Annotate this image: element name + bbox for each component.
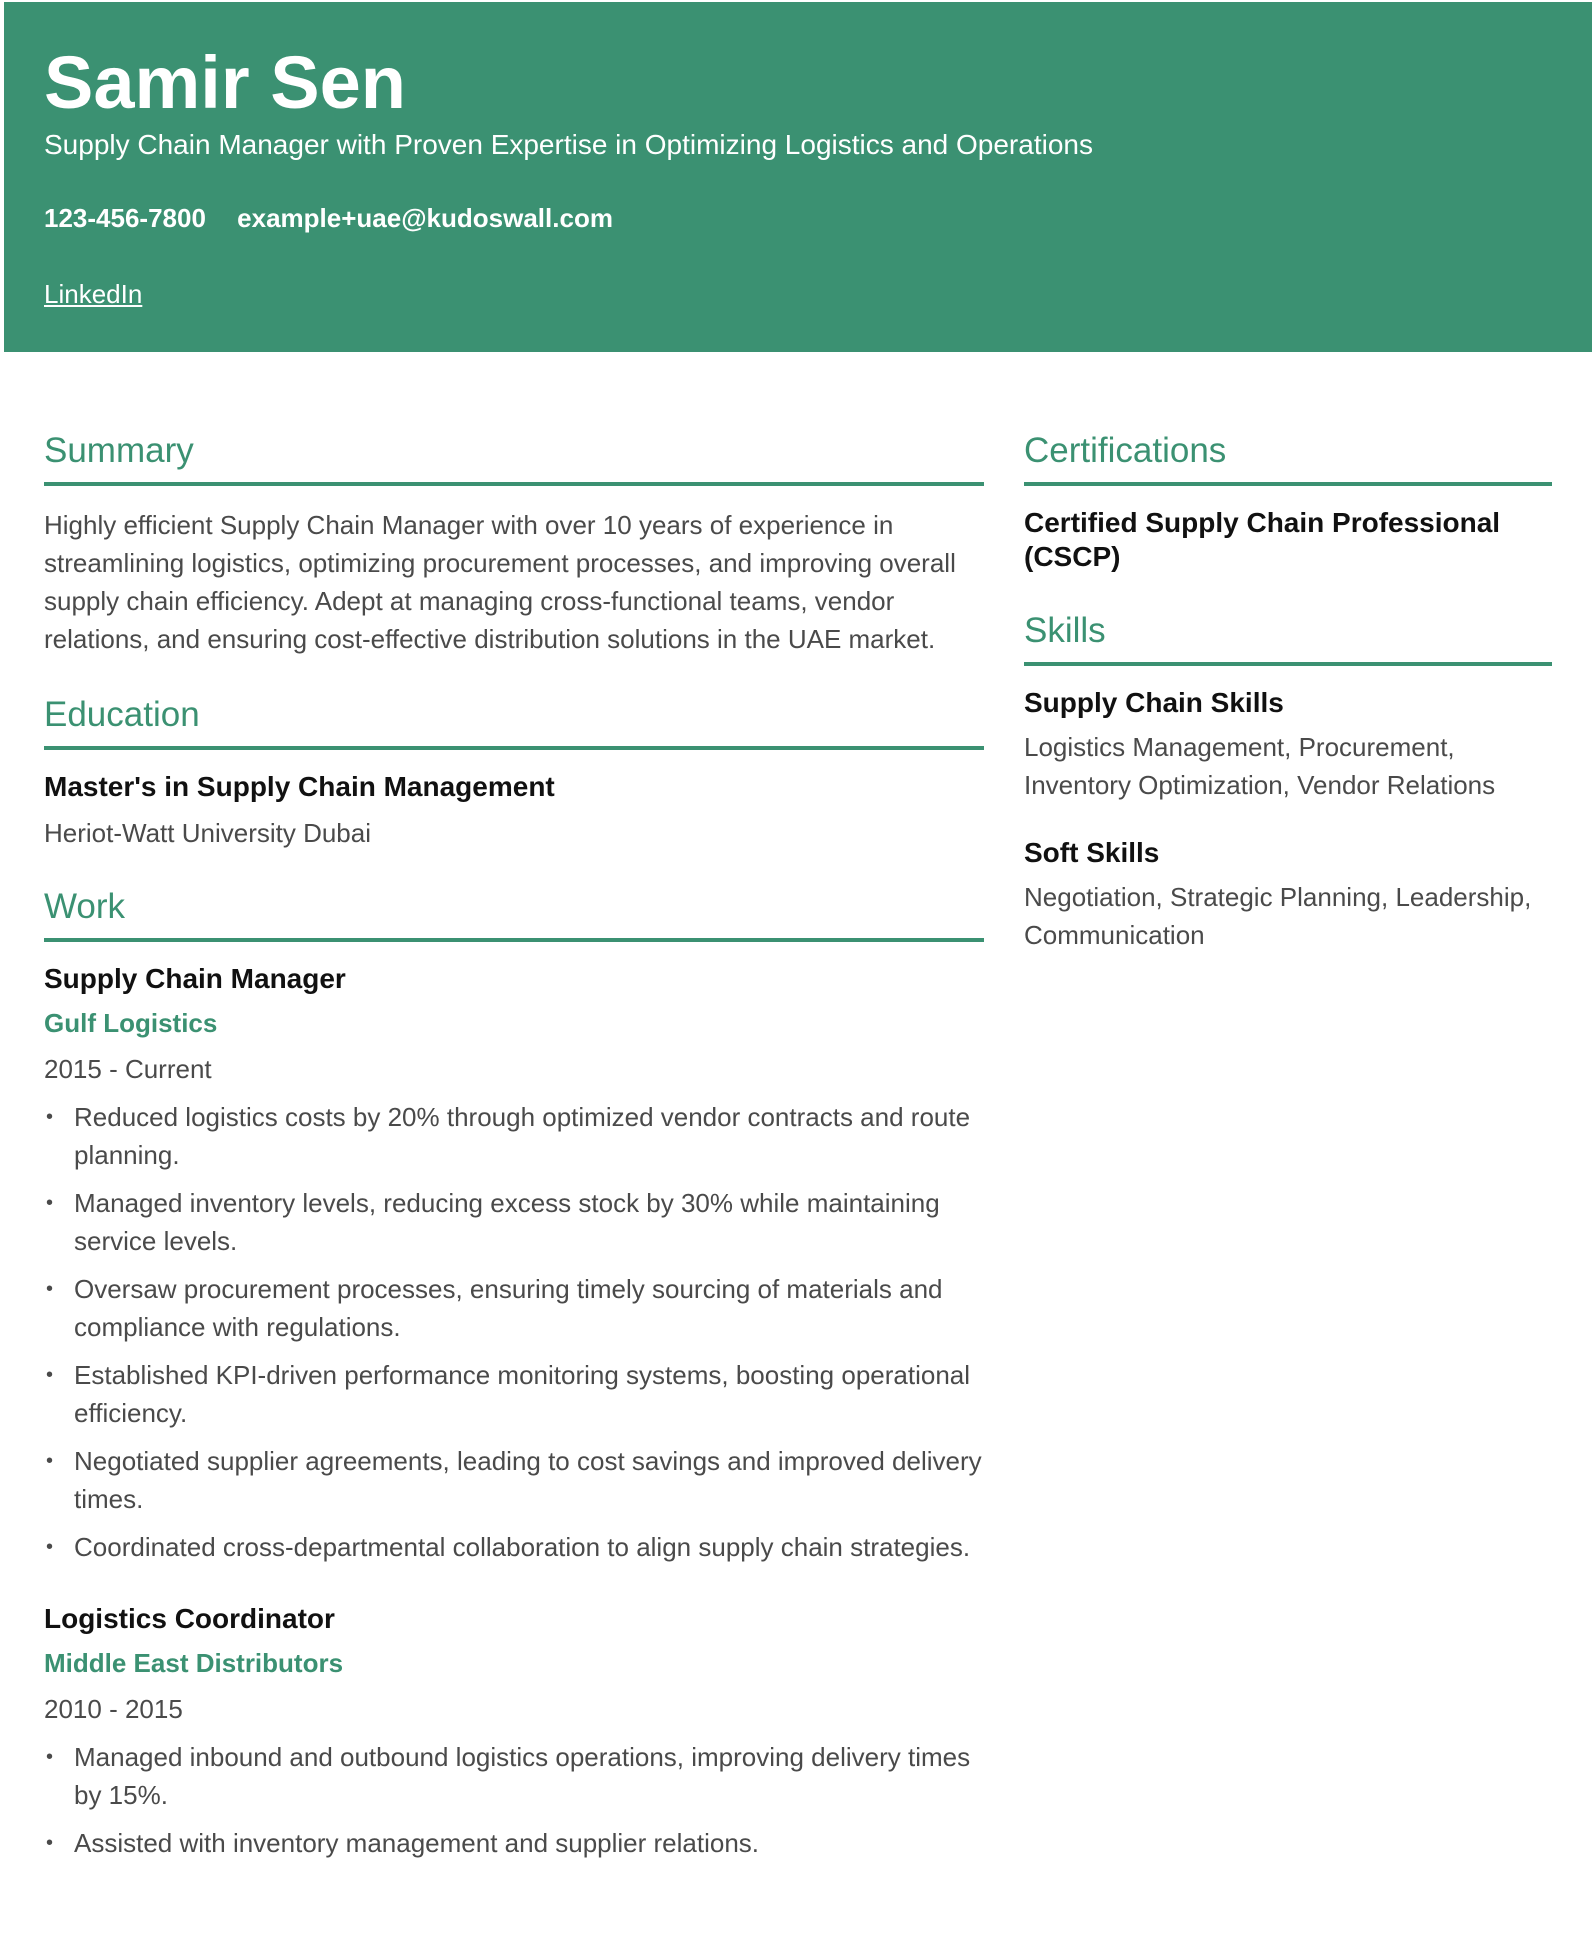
job-entry [44,1602,984,1862]
email-address[interactable]: example+uae@kudoswall.com [237,203,613,233]
linkedin-link[interactable]: LinkedIn [44,279,143,309]
bullet-text: Managed inventory levels, reducing excess stock by 30% while maintaining service levels. [74,1188,940,1256]
job-bullets [44,1098,984,1566]
bullet-item [44,1184,984,1260]
bullet-text: Established KPI-driven performance monitoring systems, boosting operational efficiency. [74,1360,971,1428]
bullet-dot-icon: • [46,1450,54,1472]
bullet-item [44,1270,984,1346]
bullet-dot-icon: • [46,1536,54,1558]
bullet-dot-icon: • [46,1364,54,1386]
job-company: Gulf Logistics [44,1008,218,1038]
bullet-dot-icon: • [46,1832,54,1854]
bullet-item [44,1098,984,1174]
skill-group-name: Supply Chain Skills [1024,687,1284,718]
certifications-heading: Certifications [1024,430,1552,486]
skill-group [1024,836,1552,954]
main-column [44,430,984,1898]
bullet-item [44,1738,984,1814]
skill-group-list: Negotiation, Strategic Planning, Leadership, Communication [1024,882,1532,950]
skill-group [1024,686,1552,804]
bullet-dot-icon: • [46,1746,54,1768]
bullet-text: Negotiated supplier agreements, leading to cost savings and improved delivery times. [74,1446,982,1514]
bullet-item [44,1356,984,1432]
bullet-text: Managed inbound and outbound logistics operations, improving delivery times by 15%. [74,1742,971,1810]
job-entry [44,962,984,1566]
job-dates: 2010 - 2015 [44,1694,183,1724]
skill-group-list: Logistics Management, Procurement, Inventory Optimization, Vendor Relations [1024,732,1496,800]
summary-section [44,430,984,658]
job-bullets [44,1738,984,1862]
side-column [1024,430,1552,990]
skills-section [1024,610,1552,954]
skills-heading: Skills [1024,610,1552,666]
summary-text: Highly efficient Supply Chain Manager with over 10 years of experience in streamlining logistics, optimizing procurement processes, and improving overall supply chain efficiency. Adept at managing cross-functional teams, vendor relations, and ensuring cost-effective distribution solutions in the UAE market. [44,510,956,654]
skill-group-name: Soft Skills [1024,837,1160,868]
job-dates: 2015 - Current [44,1054,212,1084]
bullet-dot-icon: • [46,1278,54,1300]
school-name: Heriot-Watt University Dubai [44,818,372,848]
bullet-text: Reduced logistics costs by 20% through optimized vendor contracts and route planning. [74,1102,971,1170]
bullet-item [44,1824,984,1862]
work-section [44,886,984,1862]
bullet-item [44,1442,984,1518]
phone-number: 123-456-7800 [44,203,206,233]
certifications-section [1024,430,1552,574]
candidate-name: Samir Sen [44,41,406,124]
certification-item: Certified Supply Chain Professional (CSCP) [1024,507,1501,572]
bullet-text: Coordinated cross-departmental collaboration to align supply chain strategies. [74,1532,971,1562]
bullet-text: Oversaw procurement processes, ensuring timely sourcing of materials and compliance with regulations. [74,1274,943,1342]
education-heading: Education [44,694,984,750]
degree-title: Master's in Supply Chain Management [44,771,555,802]
contact-row [44,202,637,234]
work-heading: Work [44,886,984,942]
bullet-dot-icon: • [46,1106,54,1128]
job-role: Logistics Coordinator [44,1603,335,1634]
bullet-text: Assisted with inventory management and supplier relations. [74,1828,760,1858]
summary-heading: Summary [44,430,984,486]
education-section [44,694,984,850]
bullet-dot-icon: • [46,1192,54,1214]
job-role: Supply Chain Manager [44,963,346,994]
bullet-item [44,1528,984,1566]
candidate-tagline: Supply Chain Manager with Proven Expertise in Optimizing Logistics and Operations [44,129,1093,160]
resume-header [4,2,1592,352]
job-company: Middle East Distributors [44,1648,344,1678]
